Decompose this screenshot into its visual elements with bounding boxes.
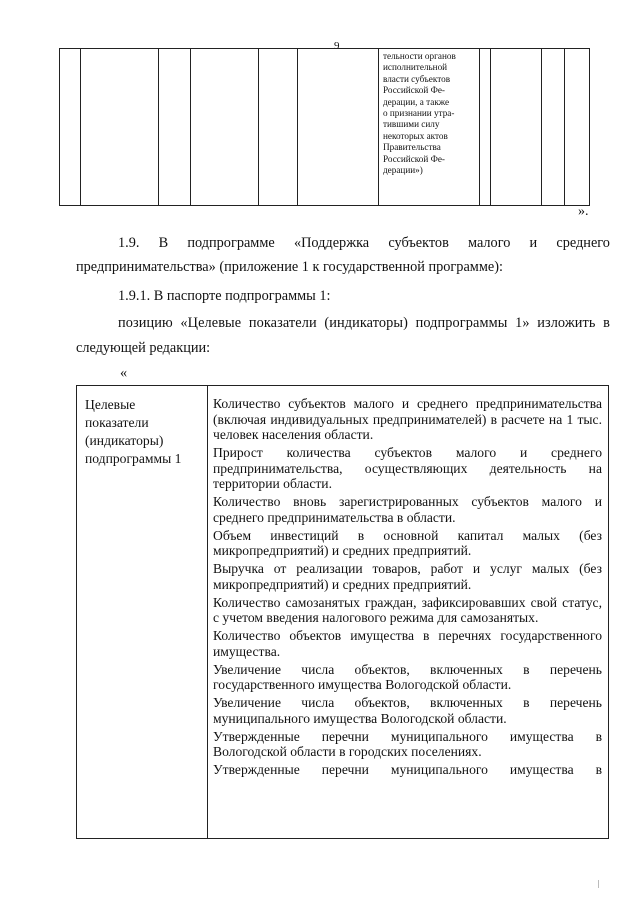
indicators-label-cell: Целевые показатели (индикаторы) подпрограммы 1: [85, 397, 182, 466]
word: субъектов: [388, 235, 449, 251]
word: среднего: [556, 235, 610, 251]
indicator-item: Количество субъектов малого и среднего предпринимательства (включая индивидуальных предпринимателей) в расчете на 1 тыс. человек населения области.: [213, 396, 602, 442]
closing-quote: ».: [578, 204, 589, 219]
indicator-item: Выручка от реализации товаров, работ и услуг малых (без микропредприятий) и средних предприятий.: [213, 561, 602, 592]
table-column-line: [541, 49, 542, 205]
word: подпрограмме: [187, 235, 275, 251]
table-column-line: [258, 49, 259, 205]
opening-quote: «: [120, 365, 128, 381]
table-column-line: [80, 49, 81, 205]
table-column-line: [479, 49, 480, 205]
indicator-item: Увеличение числа объектов, включенных в перечень муниципального имущества Вологодской области.: [213, 695, 602, 726]
table-column-line: [158, 49, 159, 205]
word: малого: [468, 235, 511, 251]
paragraph-position-line1: позицию «Целевые показатели (индикаторы) подпрограммы 1» изложить в: [118, 315, 610, 331]
word: и: [529, 235, 538, 251]
paragraph-1-9-1: 1.9.1. В паспорте подпрограммы 1:: [118, 288, 331, 304]
table-column-line: [297, 49, 298, 205]
table-cell-note: тельности органов исполнительной власти субъектов Российской Фе- дерации, а также о признании утра- тившими силу некоторых актов Правительства Российской Фе- дерации»): [383, 51, 456, 176]
word: 1.9.: [118, 235, 140, 251]
word: В: [158, 235, 169, 251]
indicator-item: Прирост количества субъектов малого и среднего предпринимательства, осуществляющих деятельность на территории области.: [213, 445, 602, 491]
scan-mark: [598, 880, 599, 888]
continued-table: [59, 48, 590, 206]
table-column-line: [490, 49, 491, 205]
page-number: 9: [334, 40, 340, 52]
paragraph-1-9-line1: [118, 234, 610, 252]
indicator-item: Объем инвестиций в основной капитал малых (без микропредприятий) и средних предприятий.: [213, 527, 602, 558]
indicator-item: Количество самозанятых граждан, зафиксировавших свой статус, с учетом введения налогового режима для самозанятых.: [213, 594, 602, 625]
indicator-item: Количество вновь зарегистрированных субъектов малого и среднего предпринимательства в области.: [213, 494, 602, 525]
indicators-table: [76, 385, 609, 839]
paragraph-1-9-line2: предпринимательства» (приложение 1 к государственной программе):: [76, 259, 503, 275]
word: «Поддержка: [293, 235, 370, 251]
indicator-item: Утвержденные перечни муниципального имущества в: [213, 762, 602, 777]
table-column-line: [190, 49, 191, 205]
paragraph-position-line2: следующей редакции:: [76, 340, 211, 356]
indicator-item: Увеличение числа объектов, включенных в перечень государственного имущества Вологодской области.: [213, 661, 602, 692]
table-column-line: [378, 49, 379, 205]
table-column-divider: [207, 386, 208, 838]
indicators-list-cell: [213, 396, 602, 780]
table-column-line: [564, 49, 565, 205]
indicator-item: Количество объектов имущества в перечнях государственного имущества.: [213, 628, 602, 659]
indicator-item: Утвержденные перечни муниципального имущества в Вологодской области в городских поселениях.: [213, 728, 602, 759]
